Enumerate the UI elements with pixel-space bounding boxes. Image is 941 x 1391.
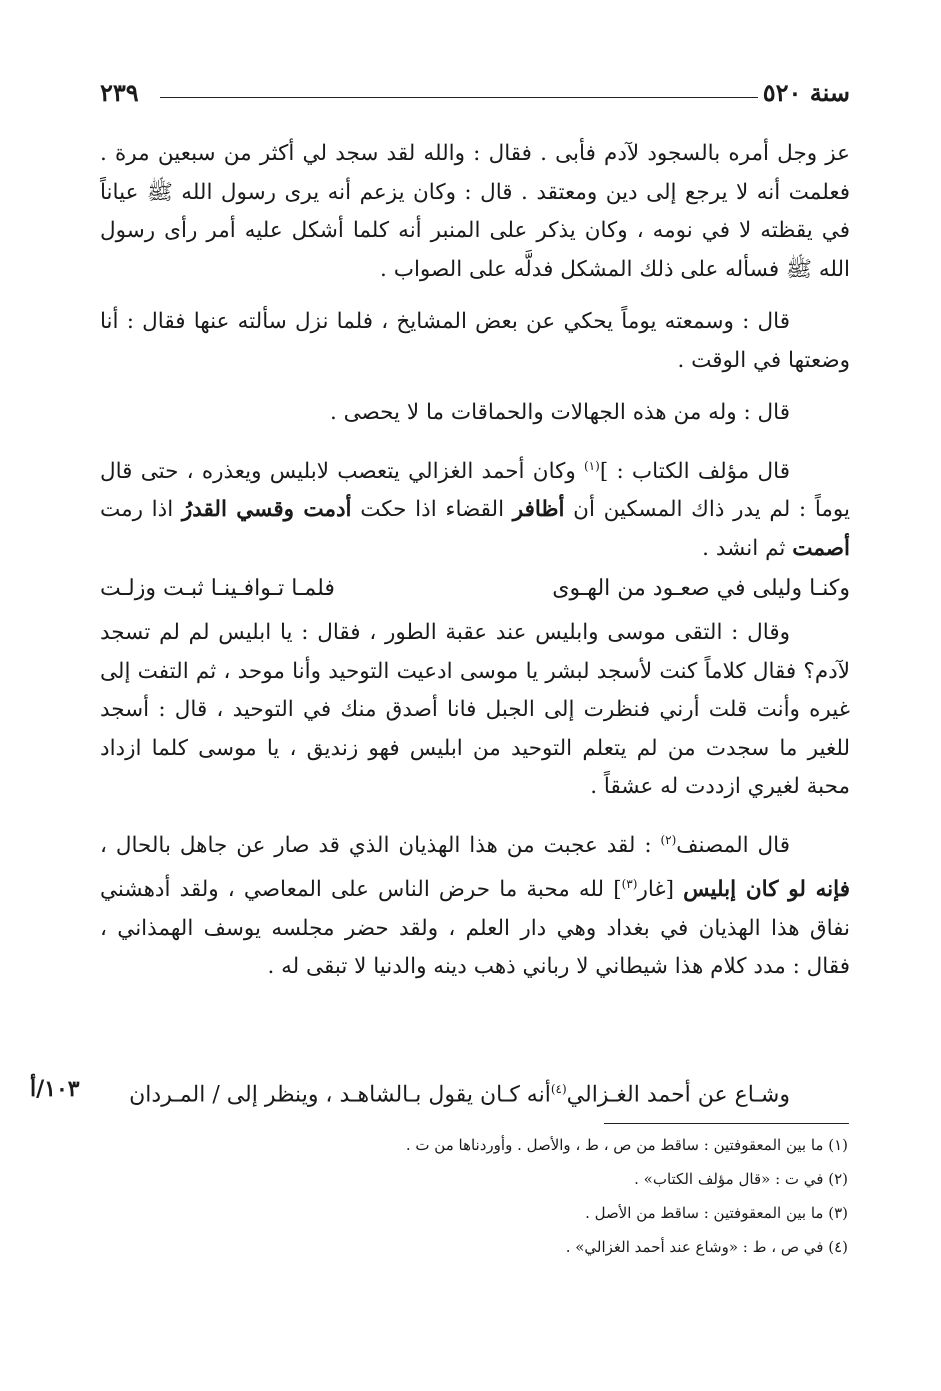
text-run: قال مؤلف الكتاب : ] xyxy=(599,458,790,484)
last-line-text xyxy=(129,1070,790,1114)
footnote-marker: (١) xyxy=(583,458,600,473)
text-run: [غار xyxy=(637,877,684,903)
footnote: (٢) في ت : «قال مؤلف الكتاب» . xyxy=(634,1170,848,1188)
text-run: وكان أحمد الغزالي يتعصب لابليس ويعذره ، حتى قال يوماً : لم يدر ذاك المسكين أن xyxy=(100,458,850,523)
footnote: (٤) في ص ، ط : «وشاع عند أحمد الغزالي» . xyxy=(565,1238,848,1256)
footnote-rule xyxy=(604,1123,849,1124)
footnote-marker: (٢) xyxy=(660,832,677,847)
text-run: قال المصنف xyxy=(676,832,790,858)
manuscript-folio-ref: ١٠٣/أ xyxy=(30,1076,80,1102)
bold-phrase: أصمت xyxy=(792,535,850,561)
paragraph-author-comment xyxy=(100,821,850,987)
paragraph: عز وجل أمره بالسجود لآدم فأبى . فقال : والله لقد سجد لي أكثر من سبعين مرة . فعلمت أنه لا يرجع إلى دين ومعتقد . قال : وكان يزعم أنه يرى رسول الله ﷺ عياناً في يقظته لا في نومه ، وكان يذكر على المنبر أنه كلما أشكل عليه أمر رأى رسول الله ﷺ فسأله على ذلك المشكل فدلَّه على الصواب . xyxy=(100,141,850,282)
text-run: القضاء اذا حكت xyxy=(351,497,513,523)
text-run: ] لله محبة ما حرض الناس على المعاصي ، ولقد أدهشني نفاق هذا الهذيان في بغداد وهي دار العلم ، ولقد حضر مجلسه يوسف الهمذاني ، فقال : مدد كلام هذا شيطاني لا رباني ذهب دينه والدنيا لا تبقى له . xyxy=(100,877,850,980)
footnote-marker: (٣) xyxy=(621,877,638,892)
bold-phrase: أظافر xyxy=(512,497,565,523)
paragraph: قال : وله من هذه الجهالات والحماقات ما لا يحصى . xyxy=(329,400,790,425)
text-run: وشـاع عن أحمد الغـزالي xyxy=(566,1082,790,1108)
text-run: ثم انشد . xyxy=(702,535,793,561)
header-rule xyxy=(160,97,758,98)
verse-second-hemistich: فلمـا تـوافـينـا ثبـت وزلـت xyxy=(100,576,335,602)
header-year: سنة ٥٢٠ xyxy=(762,78,850,107)
running-header xyxy=(100,78,850,118)
paragraph: قال : وسمعته يوماً يحكي عن بعض المشايخ ، فلما نزل سألته عنها فقال : أنا وضعتها في الوقت . xyxy=(100,309,850,373)
paragraph: وقال : التقى موسى وابليس عند عقبة الطور ، فقال : يا ابليس لم لم تسجد لآدم؟ فقال كلاماً كنت لأسجد لبشر يا موسى ادعيت التوحيد وأنا موحد ، ثم التفت إلى غيره وأنت قلت أرني فنظرت إلى الجبل فانا أصدق منك في التوحيد ، قال : أسجد للغير ما سجدت من لم يتعلم التوحيد من ابليس فهو زنديق ، يا موسى كلما ازداد محبة لغيري ازددت له عشقاً . xyxy=(100,620,850,800)
footnote-marker: (٤) xyxy=(550,1082,567,1096)
poetry-verse xyxy=(100,570,850,608)
main-text xyxy=(100,135,850,1001)
text-run: : لقد عجبت من هذا الهذيان الذي قد صار عن جاهل بالحال ، xyxy=(100,832,661,858)
bold-phrase: أدمت وقسي القدرُ xyxy=(181,497,352,523)
verse-first-hemistich: وكنـا وليلى في صعـود من الهـوى xyxy=(552,576,850,602)
text-run: اذا رمت xyxy=(100,497,182,523)
footnote: (١) ما بين المعقوفتين : ساقط من ص ، ط ، والأصل . وأوردناها من ت . xyxy=(405,1136,848,1154)
bold-phrase: فإنه لو كان إبليس xyxy=(683,877,850,903)
page-number: ٢٣٩ xyxy=(100,78,139,107)
paragraph-author-note xyxy=(100,447,850,569)
text-run: أنه كـان يقول بـالشاهـد ، وينظر إلى / المـردان xyxy=(129,1082,551,1108)
footnotes xyxy=(300,1128,848,1264)
footnote: (٣) ما بين المعقوفتين : ساقط من الأصل . xyxy=(585,1204,848,1222)
